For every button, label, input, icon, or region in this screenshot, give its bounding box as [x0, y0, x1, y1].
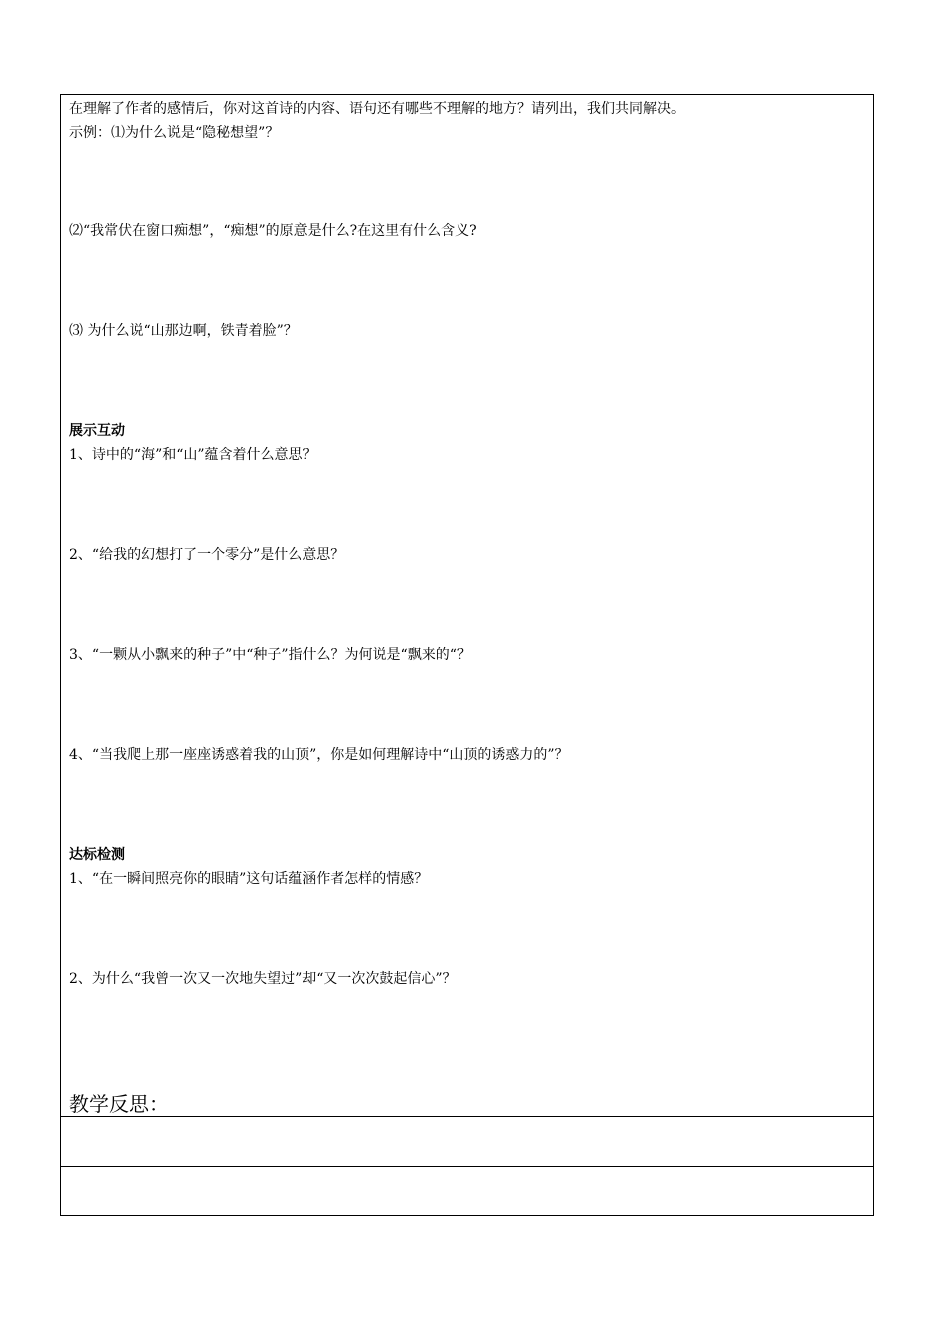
display-question-3: 3、“一颗从小飘来的种子”中“种子”指什么？为何说是“飘来的“？ — [69, 647, 471, 663]
reflection-row-divider-middle — [61, 1166, 873, 1167]
test-question-1: 1、“在一瞬间照亮你的眼睛”这句话蕴涵作者怎样的情感？ — [69, 871, 429, 887]
section-title-display: 展示互动 — [69, 423, 125, 439]
test-question-2: 2、为什么“我曾一次又一次地失望过”却“又一次次鼓起信心”？ — [69, 971, 457, 987]
intro-example-2: ⑵“我常伏在窗口痴想”，“痴想”的原意是什么?在这里有什么含义? — [69, 223, 477, 239]
reflection-title: 教学反思： — [69, 1092, 169, 1116]
worksheet-frame — [60, 94, 874, 1216]
reflection-row-divider-top — [61, 1116, 873, 1117]
intro-example-1: 示例：⑴为什么说是“隐秘想望”？ — [69, 125, 280, 141]
display-question-2: 2、“给我的幻想打了一个零分”是什么意思？ — [69, 547, 345, 563]
display-question-1: 1、诗中的“海”和“山”蕴含着什么意思？ — [69, 447, 317, 463]
display-question-4: 4、“当我爬上那一座座诱惑着我的山顶”，你是如何理解诗中“山顶的诱惑力的”？ — [69, 747, 569, 763]
section-title-test: 达标检测 — [69, 847, 125, 863]
intro-prompt: 在理解了作者的感情后，你对这首诗的内容、语句还有哪些不理解的地方？请列出，我们共同解决。 — [69, 101, 685, 117]
intro-example-3: ⑶ 为什么说“山那边啊，铁青着脸”？ — [69, 323, 298, 339]
